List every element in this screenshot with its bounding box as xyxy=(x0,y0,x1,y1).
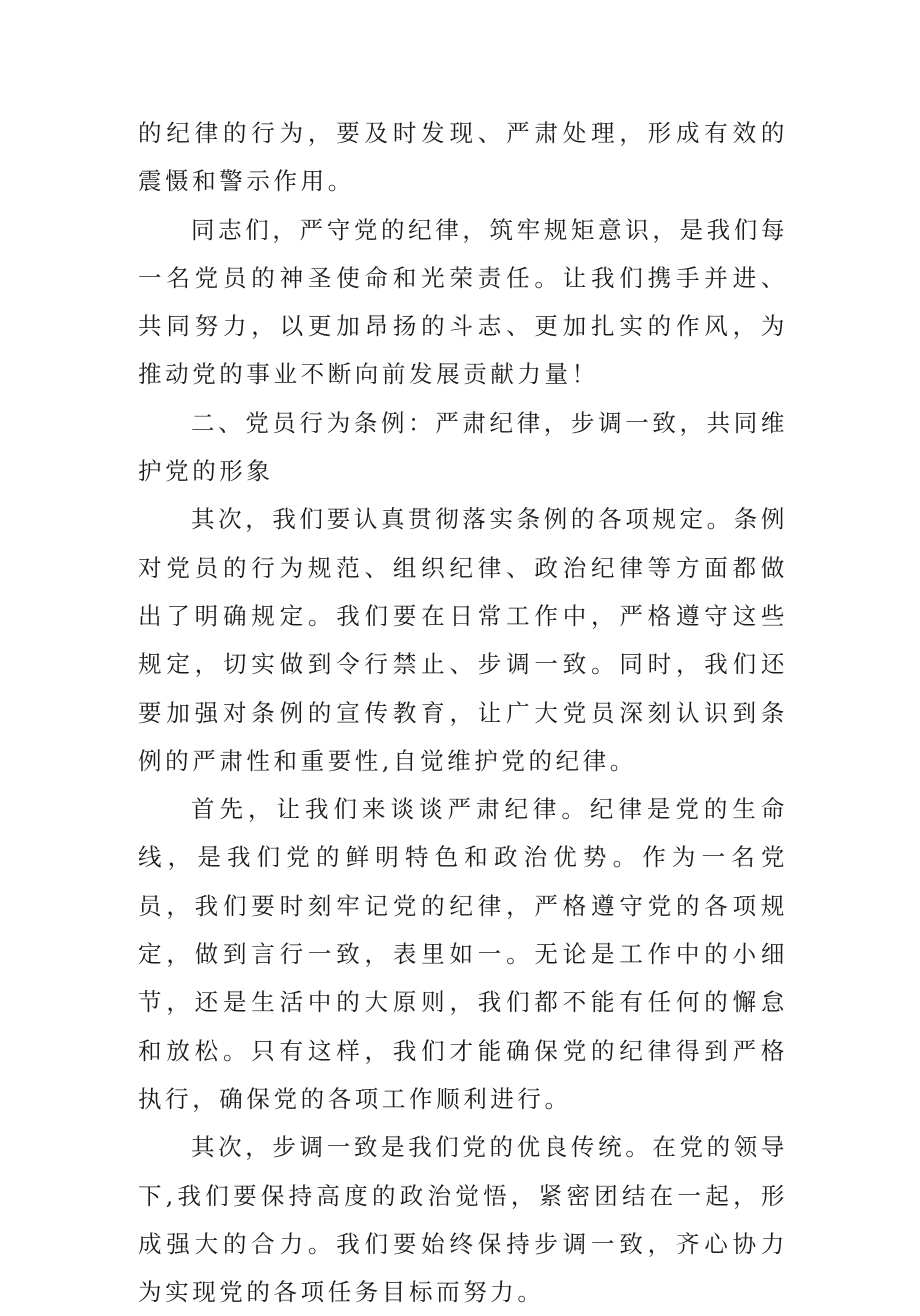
paragraph-continuation: 的纪律的行为，要及时发现、严肃处理，形成有效的震慑和警示作用。 xyxy=(138,119,788,196)
section-heading: 二、党员行为条例：严肃纪律，步调一致，共同维护党的形象 xyxy=(138,408,788,486)
paragraph-closing-appeal: 同志们，严守党的纪律，筑牢规矩意识，是我们每一名党员的神圣使命和光荣责任。让我们携手并进、共同努力，以更加昂扬的斗志、更加扎实的作风，为推动党的事业不断向前发展贡献力量！ xyxy=(138,215,788,389)
paragraph-unified-pace: 其次，步调一致是我们党的优良传统。在党的领导下,我们要保持高度的政治觉悟，紧密团结在一起，形成强大的合力。我们要始终保持步调一致，齐心协力为实现党的各项任务目标而努力。 xyxy=(138,1133,788,1307)
paragraph-strict-discipline: 首先，让我们来谈谈严肃纪律。纪律是党的生命线，是我们党的鲜明特色和政治优势。作为一名党员，我们要时刻牢记党的纪律，严格遵守党的各项规定，做到言行一致，表里如一。无论是工作中的小细节，还是生活中的大原则，我们都不能有任何的懈怠和放松。只有这样，我们才能确保党的纪律得到严格执行，确保党的各项工作顺利进行。 xyxy=(138,795,788,1113)
paragraph-implement-regulations: 其次，我们要认真贯彻落实条例的各项规定。条例对党员的行为规范、组织纪律、政治纪律等方面都做出了明确规定。我们要在日常工作中，严格遵守这些规定，切实做到令行禁止、步调一致。同时，我们还要加强对条例的宣传教育，让广大党员深刻认识到条例的严肃性和重要性,自觉维护党的纪律。 xyxy=(138,505,788,775)
document-body xyxy=(138,109,788,1316)
